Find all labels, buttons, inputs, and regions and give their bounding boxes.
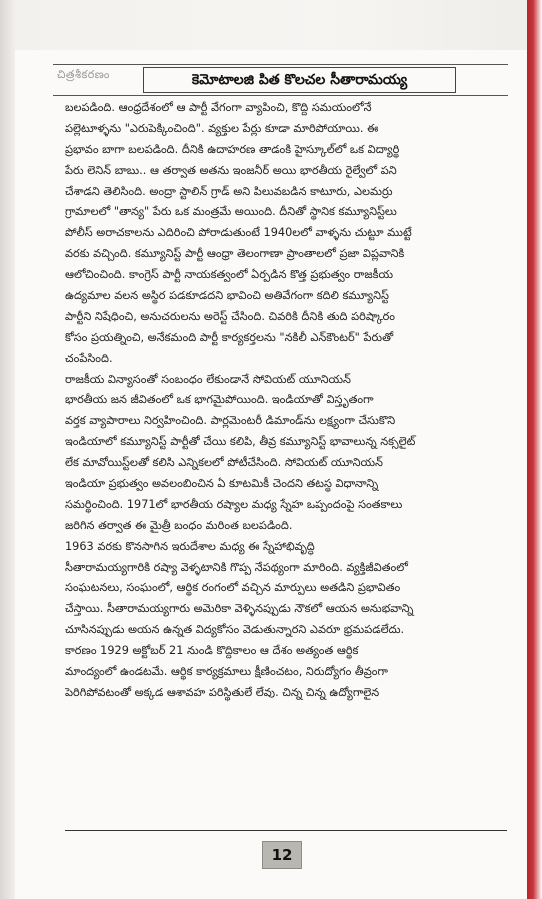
text-line: వర్తక వ్యాపారాలు నిర్వహించింది. పార్లమెంటరీ డిమాండ్‌ను లక్ష్యంగా చేసుకొని: [65, 414, 396, 428]
text-line: సీతారామయ్యగారికి రష్యా వెళ్ళటానికి గొప్ప నేపథ్యంగా మారింది. వ్యక్తిజీవితంలో: [65, 560, 408, 574]
text-line: కోసం ప్రయత్నించి, అనేకమంది పార్టీ కార్యకర్తలను "నకిలీ ఎన్‌కౌంటర్" పేరుతో: [65, 330, 394, 344]
text-line: సంఘటనలు, సంఘంలో, ఆర్థిక రంగంలో వచ్చిన మార్పులు అతడిని ప్రభావితం: [65, 581, 401, 595]
text-line: కారణం 1929 అక్టోబర్ 21 నుండి కొద్దికాలం ఆ దేశం అత్యంత ఆర్థిక: [65, 644, 359, 658]
text-line: వరకు వచ్చింది. కమ్యూనిస్ట్ పార్టీ ఆంధ్రా తెలంగాణా ప్రాంతాలలో ప్రజా విప్లవానికి: [65, 247, 405, 261]
text-line: పోలీస్ అరాచకాలను ఎదిరించి పోరాడుతుంటే 1940లలో వాళ్ళను చుట్టూ ముట్టే: [65, 226, 412, 240]
text-line: లేక మావోయిస్ట్‌లతో కలిసి ఎన్నికలలో పోటీచేసింది. సోవియట్ యూనియన్: [65, 456, 383, 470]
text-line: పల్లెటూళ్ళను "ఎరుపెక్కించింది". వ్యక్తుల పేర్లు కూడా మారిపోయాయి. ఈ: [65, 121, 379, 135]
text-line: రాజకీయ విన్యాసంతో సంబంధం లేకుండానే సోవియట్ యూనియన్: [65, 372, 351, 386]
text-line: చంపేసింది.: [65, 351, 113, 365]
text-line: ప్రభావం బాగా బలపడింది. దీనికి ఉదాహరణ తాడంకి హైస్కూల్‌లో ఒక విద్యార్థి: [65, 142, 400, 156]
text-line: పేరు లెనిన్ బాబు.. ఆ తర్వాత అతను ఇంజనీర్ అయి భారతీయ రైల్వేలో పని: [65, 163, 397, 177]
text-line: ఇండియాలో కమ్యూనిస్ట్ పార్టీతో చేయి కలిపి, తీవ్ర కమ్యూనిస్ట్ భావాలున్న నక్సలైట్: [65, 435, 416, 449]
footer-rule: [65, 830, 507, 831]
chapter-title: కెమోటాలజి పిత కొలచల సీతారామయ్య: [143, 67, 456, 93]
body-text: [65, 98, 507, 704]
text-line: జరిగిన తర్వాత ఈ మైత్రీ బంధం మరింత బలపడింది.: [65, 518, 293, 532]
text-line: 1963 వరకు కొనసాగిన ఇరుదేశాల మధ్య ఈ స్నేహాభివృద్ధి: [65, 539, 315, 553]
text-line: పెరిగిపోవటంతో అక్కడ ఆశావహ పరిస్థితులే లేవు. చిన్న చిన్న ఉద్యోగాలైన: [65, 685, 380, 699]
text-line: మాంద్యంలో ఉండటమే. ఆర్థిక కార్యక్రమాలు క్షీణించటం, నిరుద్యోగం తీవ్రంగా: [65, 665, 388, 679]
text-line: బలపడింది. ఆంధ్రదేశంలో ఆ పార్టీ వేగంగా వ్యాపించి, కొద్ది సమయంలోనే: [65, 101, 372, 114]
text-line: సమర్థించింది. 1971లో భారతీయ రష్యాల మధ్య స్నేహ ఒప్పందంపై సంతకాలు: [65, 497, 403, 511]
text-line: ఇండియా ప్రభుత్వం అవలంబించిన ఏ కూటమికీ చెందని తటస్థ విధానాన్ని: [65, 477, 379, 491]
text-line: చేశాడని తెలిసింది. అంద్రా స్టాలిన్ గ్రాడ్ అని పిలువబడిన కాటూరు, ఎలమర్రు: [65, 184, 393, 198]
text-line: చూసినప్పుడు అయన ఉన్నత విద్యకోసం వెడుతున్నారని ఎవరూ భ్రమపడలేదు.: [65, 623, 405, 637]
text-line: ఉద్యమాల వలన అస్థిర పడకూడదని భావించి అతివేగంగా కదిలి కమ్యూనిస్ట్: [65, 289, 389, 303]
page-number: 12: [262, 841, 302, 869]
running-head: చిత్రశీకరణం: [57, 68, 110, 81]
text-line: భారతీయ జన జీవితంలో ఒక భాగమైపోయింది. ఇండియాతో విస్తృతంగా: [65, 393, 374, 407]
text-line: గ్రామాలలో "తాన్య" పేరు ఒక మంత్రమే అయింది. దీనితో స్థానిక కమ్యూనిస్ట్‌లు: [65, 205, 397, 219]
text-line: చేస్తాయి. సీతారామయ్యగారు అమెరికా వెళ్ళినప్పుడు నౌకలో ఆయన అనుభవాన్ని: [65, 602, 414, 616]
text-line: పార్టీని నిషేధించి, అనుచరులను అరెస్ట్ చేసింది. చివరికి దీనికి తుది పరిష్కారం: [65, 309, 396, 323]
book-cover-edge: [527, 0, 542, 899]
text-line: ఆలోచించింది. కాంగ్రెస్ పార్టీ నాయకత్వంలో ఏర్పడిన కొత్త ప్రభుత్వం రాజకీయ: [65, 268, 394, 282]
